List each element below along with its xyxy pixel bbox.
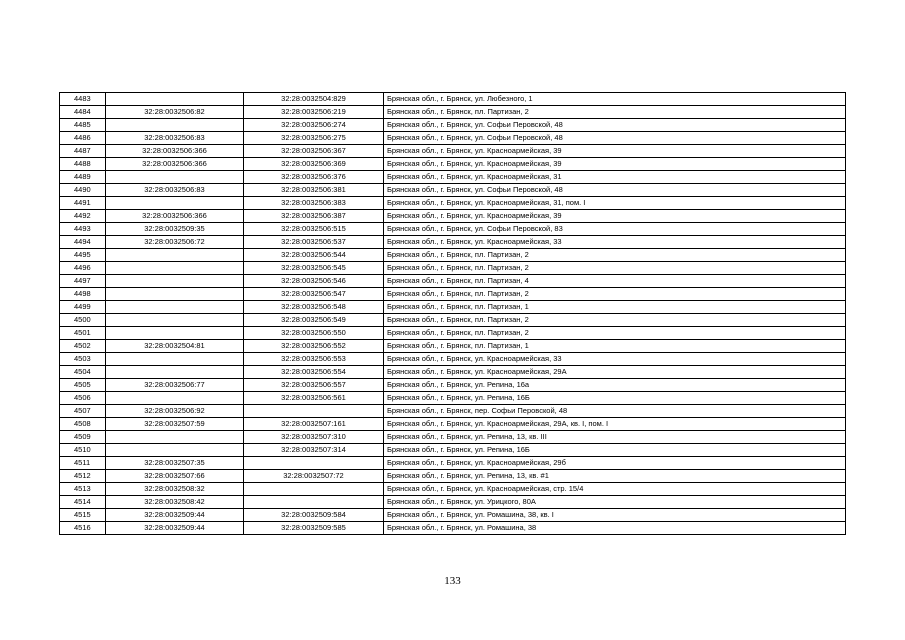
object-number-cell: 32:28:0032506:546 <box>244 275 384 288</box>
row-number-cell: 4510 <box>60 444 106 457</box>
address-cell: Брянская обл., г. Брянск, ул. Софьи Перовской, 83 <box>384 223 846 236</box>
parcel-number-cell <box>106 249 244 262</box>
table-row <box>60 470 846 483</box>
row-number-cell: 4507 <box>60 405 106 418</box>
object-number-cell: 32:28:0032506:376 <box>244 171 384 184</box>
table-row <box>60 392 846 405</box>
row-number-cell: 4505 <box>60 379 106 392</box>
table-row <box>60 405 846 418</box>
parcel-number-cell <box>106 119 244 132</box>
parcel-number-cell <box>106 93 244 106</box>
parcel-number-cell: 32:28:0032506:72 <box>106 236 244 249</box>
object-number-cell: 32:28:0032506:275 <box>244 132 384 145</box>
object-number-cell: 32:28:0032506:561 <box>244 392 384 405</box>
row-number-cell: 4486 <box>60 132 106 145</box>
address-cell: Брянская обл., г. Брянск, ул. Красноармейская, 39 <box>384 210 846 223</box>
table-row <box>60 275 846 288</box>
parcel-number-cell: 32:28:0032509:44 <box>106 509 244 522</box>
row-number-cell: 4502 <box>60 340 106 353</box>
parcel-number-cell: 32:28:0032504:81 <box>106 340 244 353</box>
object-number-cell: 32:28:0032507:72 <box>244 470 384 483</box>
table-row <box>60 340 846 353</box>
object-number-cell: 32:28:0032509:585 <box>244 522 384 535</box>
address-cell: Брянская обл., г. Брянск, ул. Репина, 16Б <box>384 392 846 405</box>
parcel-number-cell <box>106 392 244 405</box>
row-number-cell: 4484 <box>60 106 106 119</box>
parcel-number-cell: 32:28:0032507:59 <box>106 418 244 431</box>
parcel-number-cell: 32:28:0032506:77 <box>106 379 244 392</box>
row-number-cell: 4506 <box>60 392 106 405</box>
object-number-cell: 32:28:0032506:515 <box>244 223 384 236</box>
row-number-cell: 4493 <box>60 223 106 236</box>
row-number-cell: 4509 <box>60 431 106 444</box>
parcel-number-cell <box>106 366 244 379</box>
parcel-number-cell <box>106 197 244 210</box>
row-number-cell: 4500 <box>60 314 106 327</box>
parcel-number-cell <box>106 171 244 184</box>
address-cell: Брянская обл., г. Брянск, ул. Красноармейская, 29б <box>384 457 846 470</box>
object-number-cell <box>244 457 384 470</box>
row-number-cell: 4488 <box>60 158 106 171</box>
address-cell: Брянская обл., г. Брянск, пл. Партизан, 2 <box>384 249 846 262</box>
parcel-number-cell <box>106 275 244 288</box>
table-row <box>60 132 846 145</box>
row-number-cell: 4490 <box>60 184 106 197</box>
table-row <box>60 197 846 210</box>
row-number-cell: 4516 <box>60 522 106 535</box>
table-row <box>60 145 846 158</box>
object-number-cell: 32:28:0032506:552 <box>244 340 384 353</box>
object-number-cell: 32:28:0032507:161 <box>244 418 384 431</box>
table-row <box>60 262 846 275</box>
row-number-cell: 4485 <box>60 119 106 132</box>
registry-table <box>59 92 846 535</box>
parcel-number-cell: 32:28:0032507:35 <box>106 457 244 470</box>
parcel-number-cell <box>106 444 244 457</box>
table-row <box>60 379 846 392</box>
address-cell: Брянская обл., г. Брянск, ул. Красноармейская, 39 <box>384 145 846 158</box>
address-cell: Брянская обл., г. Брянск, ул. Софьи Перовской, 48 <box>384 132 846 145</box>
address-cell: Брянская обл., г. Брянск, ул. Софьи Перовской, 48 <box>384 119 846 132</box>
table-row <box>60 119 846 132</box>
object-number-cell: 32:28:0032506:557 <box>244 379 384 392</box>
object-number-cell <box>244 483 384 496</box>
object-number-cell: 32:28:0032506:545 <box>244 262 384 275</box>
object-number-cell: 32:28:0032509:584 <box>244 509 384 522</box>
address-cell: Брянская обл., г. Брянск, пл. Партизан, 4 <box>384 275 846 288</box>
parcel-number-cell <box>106 314 244 327</box>
parcel-number-cell <box>106 353 244 366</box>
object-number-cell: 32:28:0032506:219 <box>244 106 384 119</box>
object-number-cell: 32:28:0032506:554 <box>244 366 384 379</box>
row-number-cell: 4498 <box>60 288 106 301</box>
address-cell: Брянская обл., г. Брянск, ул. Красноармейская, 33 <box>384 236 846 249</box>
address-cell: Брянская обл., г. Брянск, ул. Красноармейская, 29А, кв. I, пом. I <box>384 418 846 431</box>
object-number-cell: 32:28:0032506:547 <box>244 288 384 301</box>
address-cell: Брянская обл., г. Брянск, ул. Любезного, 1 <box>384 93 846 106</box>
row-number-cell: 4501 <box>60 327 106 340</box>
parcel-number-cell <box>106 301 244 314</box>
parcel-number-cell: 32:28:0032506:92 <box>106 405 244 418</box>
address-cell: Брянская обл., г. Брянск, ул. Репина, 16Б <box>384 444 846 457</box>
parcel-number-cell: 32:28:0032506:366 <box>106 210 244 223</box>
table-row <box>60 431 846 444</box>
object-number-cell: 32:28:0032507:314 <box>244 444 384 457</box>
table-row <box>60 353 846 366</box>
address-cell: Брянская обл., г. Брянск, ул. Софьи Перовской, 48 <box>384 184 846 197</box>
row-number-cell: 4508 <box>60 418 106 431</box>
object-number-cell: 32:28:0032506:387 <box>244 210 384 223</box>
row-number-cell: 4494 <box>60 236 106 249</box>
parcel-number-cell: 32:28:0032506:82 <box>106 106 244 119</box>
row-number-cell: 4492 <box>60 210 106 223</box>
table-row <box>60 158 846 171</box>
registry-table-body <box>60 93 846 535</box>
parcel-number-cell: 32:28:0032508:32 <box>106 483 244 496</box>
parcel-number-cell: 32:28:0032509:44 <box>106 522 244 535</box>
table-row <box>60 249 846 262</box>
table-row <box>60 236 846 249</box>
table-row <box>60 483 846 496</box>
address-cell: Брянская обл., г. Брянск, ул. Красноармейская, 31 <box>384 171 846 184</box>
address-cell: Брянская обл., г. Брянск, пл. Партизан, 2 <box>384 262 846 275</box>
table-row <box>60 93 846 106</box>
object-number-cell: 32:28:0032506:537 <box>244 236 384 249</box>
object-number-cell: 32:28:0032507:310 <box>244 431 384 444</box>
object-number-cell: 32:28:0032506:544 <box>244 249 384 262</box>
object-number-cell: 32:28:0032504:829 <box>244 93 384 106</box>
parcel-number-cell <box>106 288 244 301</box>
object-number-cell: 32:28:0032506:381 <box>244 184 384 197</box>
parcel-number-cell: 32:28:0032506:83 <box>106 132 244 145</box>
address-cell: Брянская обл., г. Брянск, ул. Красноармейская, 31, пом. I <box>384 197 846 210</box>
table-row <box>60 106 846 119</box>
table-row <box>60 288 846 301</box>
address-cell: Брянская обл., г. Брянск, ул. Красноармейская, 29А <box>384 366 846 379</box>
address-cell: Брянская обл., г. Брянск, ул. Ромашина, 38 <box>384 522 846 535</box>
address-cell: Брянская обл., г. Брянск, пл. Партизан, 2 <box>384 106 846 119</box>
address-cell: Брянская обл., г. Брянск, ул. Репина, 16а <box>384 379 846 392</box>
address-cell: Брянская обл., г. Брянск, пл. Партизан, 2 <box>384 327 846 340</box>
row-number-cell: 4503 <box>60 353 106 366</box>
parcel-number-cell: 32:28:0032509:35 <box>106 223 244 236</box>
table-row <box>60 327 846 340</box>
address-cell: Брянская обл., г. Брянск, ул. Ромашина, 38, кв. I <box>384 509 846 522</box>
parcel-number-cell: 32:28:0032506:366 <box>106 145 244 158</box>
address-cell: Брянская обл., г. Брянск, ул. Урицкого, 80А <box>384 496 846 509</box>
table-row <box>60 496 846 509</box>
row-number-cell: 4497 <box>60 275 106 288</box>
address-cell: Брянская обл., г. Брянск, ул. Репина, 13, кв. #1 <box>384 470 846 483</box>
parcel-number-cell: 32:28:0032508:42 <box>106 496 244 509</box>
table-row <box>60 509 846 522</box>
table-row <box>60 457 846 470</box>
address-cell: Брянская обл., г. Брянск, пл. Партизан, 1 <box>384 340 846 353</box>
parcel-number-cell <box>106 431 244 444</box>
row-number-cell: 4499 <box>60 301 106 314</box>
row-number-cell: 4513 <box>60 483 106 496</box>
address-cell: Брянская обл., г. Брянск, пер. Софьи Перовской, 48 <box>384 405 846 418</box>
parcel-number-cell <box>106 327 244 340</box>
table-row <box>60 522 846 535</box>
parcel-number-cell <box>106 262 244 275</box>
parcel-number-cell: 32:28:0032506:83 <box>106 184 244 197</box>
table-row <box>60 223 846 236</box>
object-number-cell <box>244 405 384 418</box>
address-cell: Брянская обл., г. Брянск, ул. Красноармейская, 39 <box>384 158 846 171</box>
row-number-cell: 4515 <box>60 509 106 522</box>
row-number-cell: 4512 <box>60 470 106 483</box>
row-number-cell: 4487 <box>60 145 106 158</box>
object-number-cell: 32:28:0032506:549 <box>244 314 384 327</box>
row-number-cell: 4511 <box>60 457 106 470</box>
row-number-cell: 4514 <box>60 496 106 509</box>
address-cell: Брянская обл., г. Брянск, пл. Партизан, 1 <box>384 301 846 314</box>
table-row <box>60 171 846 184</box>
address-cell: Брянская обл., г. Брянск, ул. Красноармейская, стр. 15/4 <box>384 483 846 496</box>
row-number-cell: 4483 <box>60 93 106 106</box>
object-number-cell: 32:28:0032506:550 <box>244 327 384 340</box>
table-row <box>60 418 846 431</box>
object-number-cell: 32:28:0032506:367 <box>244 145 384 158</box>
parcel-number-cell: 32:28:0032506:366 <box>106 158 244 171</box>
address-cell: Брянская обл., г. Брянск, пл. Партизан, 2 <box>384 288 846 301</box>
address-cell: Брянская обл., г. Брянск, ул. Красноармейская, 33 <box>384 353 846 366</box>
object-number-cell: 32:28:0032506:383 <box>244 197 384 210</box>
row-number-cell: 4504 <box>60 366 106 379</box>
address-cell: Брянская обл., г. Брянск, ул. Репина, 13, кв. III <box>384 431 846 444</box>
table-row <box>60 301 846 314</box>
table-row <box>60 184 846 197</box>
table-row <box>60 210 846 223</box>
row-number-cell: 4495 <box>60 249 106 262</box>
object-number-cell <box>244 496 384 509</box>
row-number-cell: 4489 <box>60 171 106 184</box>
table-row <box>60 444 846 457</box>
object-number-cell: 32:28:0032506:274 <box>244 119 384 132</box>
object-number-cell: 32:28:0032506:369 <box>244 158 384 171</box>
address-cell: Брянская обл., г. Брянск, пл. Партизан, 2 <box>384 314 846 327</box>
table-row <box>60 314 846 327</box>
row-number-cell: 4491 <box>60 197 106 210</box>
object-number-cell: 32:28:0032506:553 <box>244 353 384 366</box>
row-number-cell: 4496 <box>60 262 106 275</box>
table-row <box>60 366 846 379</box>
object-number-cell: 32:28:0032506:548 <box>244 301 384 314</box>
page-number: 133 <box>444 575 461 587</box>
parcel-number-cell: 32:28:0032507:66 <box>106 470 244 483</box>
